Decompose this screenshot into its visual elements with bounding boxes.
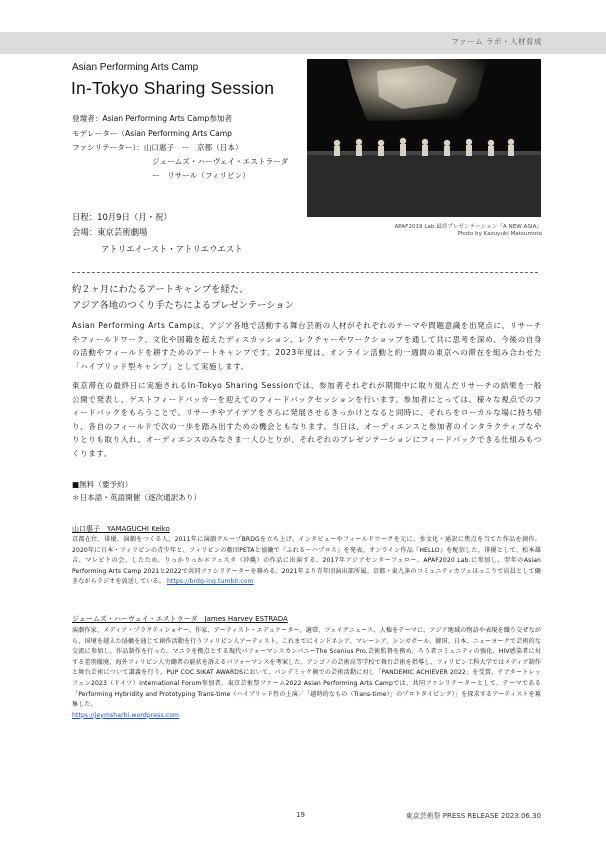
bio-text: 演劇作家、メディア・プラクティショナー、作家、アーティスト・エデュケーター。適帯、フェイクニュース、人権をテーマに、アジア地域の物語や表現を織り交ぜながら、国境を越えた協働を通じて創作活動を行うフィリピン人アーティスト。これまでにインドネシア、マレーシア、シンガポール、韓国、日本、ニューヨークで芸術的な交流に参加し、作品制作を行った。マニラを拠点とする現代パフォーマンスカンパニーThe Scenius Pro.芸術監督を務め、ろう者コミュニティの強化、HIV感染者に対する差別撤廃、海外フィリピン人労働者の窮状を訴えるパフォーマンスを考案した。アンゴノの芸術高等学校で舞台芸術を指導し、フィリピン工科大学ではメディア制作と舞台芸術について講義を行う。PUP COC SIKAT AWARDSにおいて、パンデミック禍での芸術活動に対し「PANDEMIC ACHIEVER 2022」を受賞。テアタートレッフェン2023（ドイツ）International Forum参加者。東京芸術祭ファーム2022 Asian Performing Arts Campでは、共同ファシリテーターとして、テーマである「Performing Hybridity and Prototyping Trans-time（ハイブリッド性の上演／「越時的なもの（Trans-time）」のプロトタイピング）」を探求するアーティストを募集した。 [72, 627, 541, 709]
lead-line-1: 約２ヶ月にわたるアートキャンプを経た、 [72, 284, 249, 295]
bio-name-yamaguchi: 山口惠子 YAMAGUCHI Keiko [72, 525, 170, 533]
section-divider [72, 272, 538, 273]
performers: 登壇者：Asian Performing Arts Camp参加者 [72, 114, 233, 123]
moderator-line-2: ファシリテーター）：山口惠子 ー 京都（日本） [72, 143, 243, 152]
lead-line-2: アジア各地のつくり手たちによるプレゼンテーション [72, 300, 295, 311]
event-venue: 会場：東京芸術劇場 [72, 227, 148, 237]
bio-link-yamaguchi[interactable]: https://brdg-ing.tumblr.com [166, 578, 254, 586]
stage-photo [307, 59, 541, 217]
event-title: In-Tokyo Sharing Session [71, 78, 275, 98]
moderator-line-1: モデレーター（Asian Performing Arts Camp [72, 129, 232, 138]
header-bar [0, 32, 606, 54]
press-release-footer: 東京芸術祭 PRESS RELEASE 2023.06.30 [405, 812, 541, 820]
fee-note: ■無料（要予約） [72, 480, 133, 489]
language-note: ＊日本語・英語開催（逐次通訳あり） [72, 493, 202, 502]
bio-name-estrada: ジェームズ・ハーヴェイ・エストラーダ James Harvey ESTRADA [72, 615, 288, 623]
event-date: 日程：10月9日（月・祝） [72, 212, 172, 222]
session-paragraph: 東京滞在の最終日に実施されるIn-Tokyo Sharing Sessionでは、参加者それぞれが期間中に取り組んだリサーチの結果を一般公開で発表し、ゲストフィードバッカーを迎えてのフィードバックセッションを行います。参加者にとっては、様々な視点でのフィードバックをもらうことで、リサーチやアイデアをさらに発展させるきっかけとなると同時に、それらをローカルな場に持ち帰り、各自のフィールドで次の一歩を踏み出すための機会ともなります。当日は、オーディエンスと参加者のインタラクティブなやりとりも取り入れ、オーディエンスのみなさま一人ひとりが、それぞれのプレゼンテーションにフィードバックできる仕組みもつくります。 [72, 381, 542, 458]
moderator-line-4: ジェームズ・ハーヴェイ・エストラーダ ー リサール（フィリピン） [152, 157, 296, 180]
photo-caption: APAF2019 Lab.最終プレゼンテーション『A NEW ASIA』 [394, 224, 542, 230]
stage-photo-image [307, 59, 541, 217]
bio-yamaguchi [72, 535, 541, 588]
section-label: ファーム ラボ・人材育成 [451, 37, 542, 46]
intro-paragraph: Asian Performing Arts Campは、アジア各地で活動する舞台芸術の人材がそれぞれのテーマや問題意識を出発点に、リサーチやフィールドワーク、文化や国籍を超えたディスカッション、レクチャーやワークショップを通して共に思考を深め、今後の自身の活動やフィールドを耕すためのアートキャンプです。2023年度は、オンライン活動と約一週間の東京への滞在を組み合わせた「ハイブリッド型キャンプ」として実施します。 [72, 321, 542, 371]
bio-estrada [72, 626, 541, 721]
bio-link-estrada[interactable]: https://jeymsharbi.wordpress.com [72, 711, 180, 719]
page-number: 19 [296, 811, 305, 819]
photo-credit: Photo by Kazuyuki Matsumoto [457, 231, 542, 237]
event-eyebrow: Asian Performing Arts Camp [72, 62, 199, 73]
bio-text: 京都在住、俳優、演劇をつくる人。2011年に演劇グループBRDGを立ち上げ、インタビューやフィールドワークを元に、多文化・通訳に焦点を当てた作品を創作。2020年に日本・フィリピンの青少年と、フィリピンの劇団PETAと協働で『ふれる〜ハプロス』を発表、オンライン作品『HELLO』を配信した。俳優として、松本雄吉、マレビトの会、したため、りっかりっか＊フェスタ（沖縄）の作品に出演する。2017年アジアセンターフェロー。APAF2020 Lab.に参加し、翌年のAsian Performing Arts Camp 2021と2022で共同ファシリテーターを務める。2021年より青年団演出部所属。京都・東九条のコミュニティカフェほっこりで店員として働きながらラジオを放送している。 [72, 536, 541, 586]
event-venue-rooms: アトリエイースト・アトリエウエスト [101, 244, 243, 254]
